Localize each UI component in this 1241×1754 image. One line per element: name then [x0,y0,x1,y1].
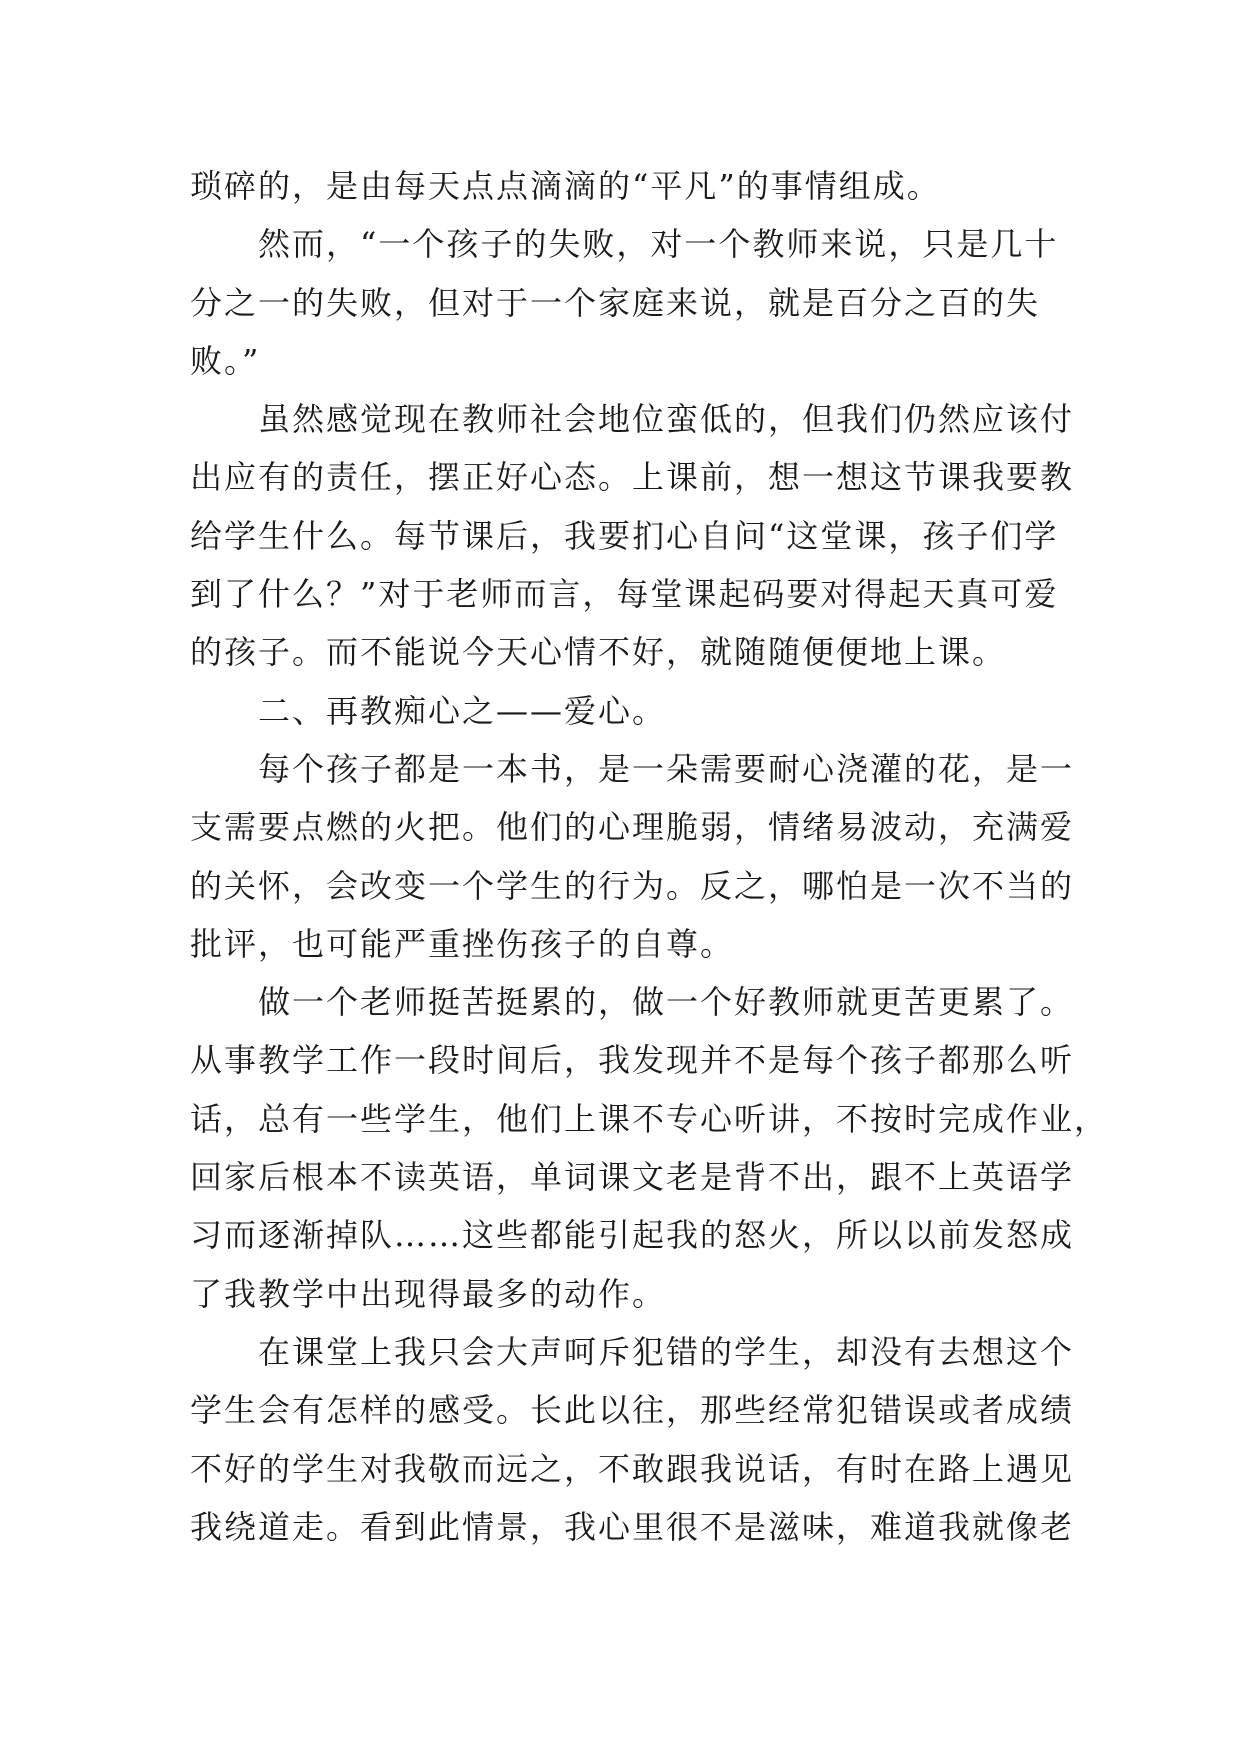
text-line: 然而，“一个孩子的失败，对一个教师来说，只是几十 [258,225,1059,264]
text-line: 出应有的责任，摆正好心态。上课前，想一想这节课我要教 [190,458,1075,497]
text-line: 批评，也可能严重挫伤孩子的自尊。 [190,924,735,963]
text-line: 给学生什么。每节课后，我要扪心自问“这堂课，孩子们学 [190,516,1059,555]
text-line: 的孩子。而不能说今天心情不好，就随随便便地上课。 [190,633,1007,672]
text-line: 支需要点燃的火把。他们的心理脆弱，情绪易波动，充满爱 [190,808,1075,847]
text-line: 到了什么？”对于老师而言，每堂课起码要对得起天真可爱 [190,575,1059,614]
text-line: 从事教学工作一段时间后，我发现并不是每个孩子都那么听 [190,1041,1075,1080]
body-text [190,157,1109,1556]
text-line: 我绕道走。看到此情景，我心里很不是滋味，难道我就像老 [190,1507,1075,1546]
text-line: 学生会有怎样的感受。长此以往，那些经常犯错误或者成绩 [190,1391,1075,1430]
text-line: 败。” [190,341,261,380]
text-line: 的关怀，会改变一个学生的行为。反之，哪怕是一次不当的 [190,866,1075,905]
text-line: 回家后根本不读英语，单词课文老是背不出，跟不上英语学 [190,1158,1075,1197]
text-line: 话，总有一些学生，他们上课不专心听讲，不按时完成作业， [190,1099,1109,1138]
text-line: 不好的学生对我敬而远之，不敢跟我说话，有时在路上遇见 [190,1449,1075,1488]
text-line: 每个孩子都是一本书，是一朵需要耐心浇灌的花，是一 [258,749,1075,788]
text-line: 琐碎的，是由每天点点滴滴的“平凡”的事情组成。 [190,167,941,205]
text-line: 分之一的失败，但对于一个家庭来说，就是百分之百的失 [190,283,1041,322]
text-line: 了我教学中出现得最多的动作。 [190,1274,667,1313]
text-line: 在课堂上我只会大声呵斥犯错的学生，却没有去想这个 [258,1332,1075,1371]
text-line: 做一个老师挺苦挺累的，做一个好教师就更苦更累了。 [258,983,1075,1022]
text-line: 习而逐渐掉队……这些都能引起我的怒火，所以以前发怒成 [190,1216,1075,1255]
text-line: 二、再教痴心之——爱心。 [258,691,667,730]
text-line: 虽然感觉现在教师社会地位蛮低的，但我们仍然应该付 [258,400,1075,439]
